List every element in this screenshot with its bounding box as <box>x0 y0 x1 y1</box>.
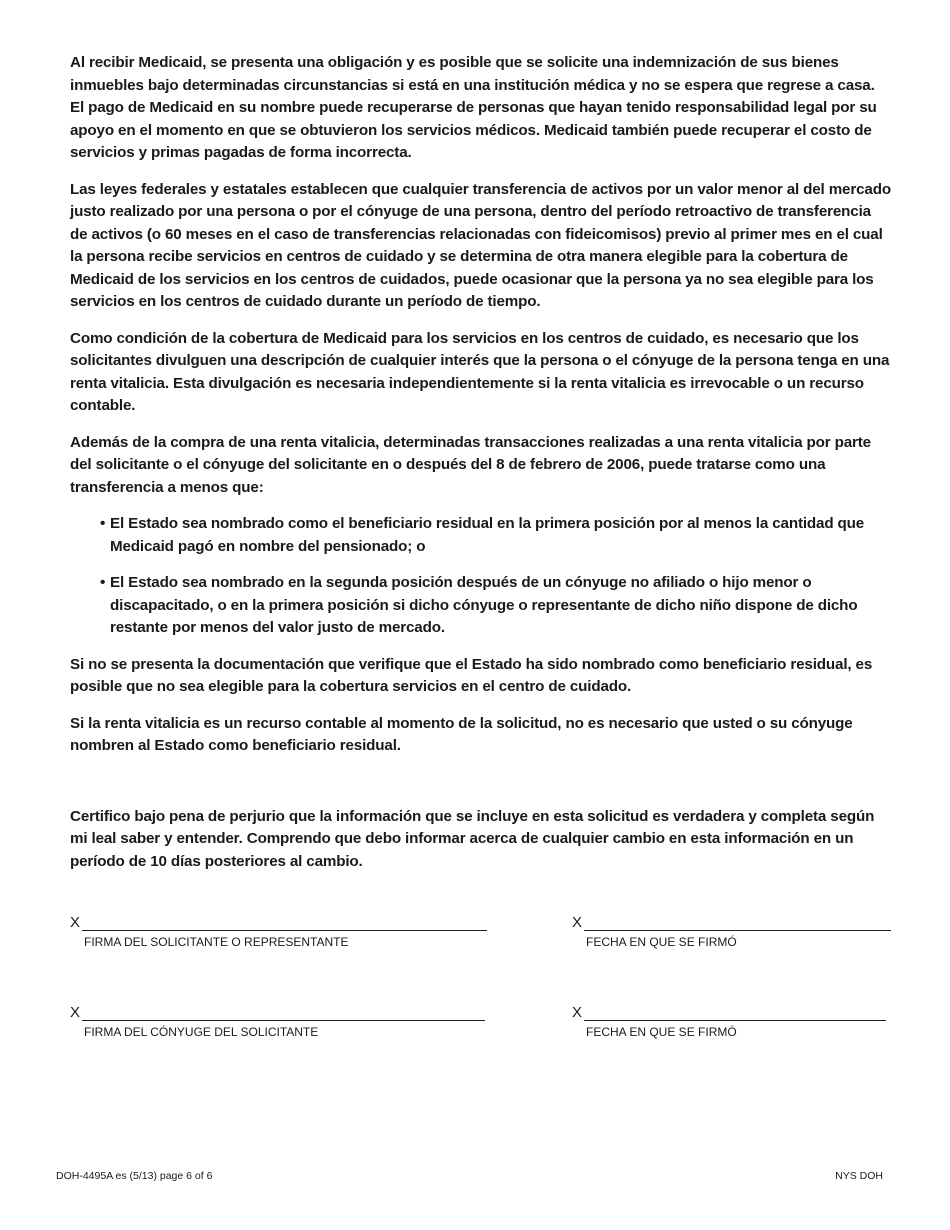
list-item <box>100 572 892 640</box>
spouse-date-label: FECHA EN QUE SE FIRMÓ <box>586 1025 737 1039</box>
bullet-icon: • <box>100 574 106 591</box>
paragraph-recovery: Al recibir Medicaid, se presenta una obligación y es posible que se solicite una indemnización de sus bienes inmuebles bajo determinadas circunstancias si está en una institución médica y no se espera que regrese a casa. El pago de Medicaid en su nombre puede recuperarse de personas que hayan tenido responsabilidad legal por su apoyo en el momento en que se obtuvieron los servicios médicos. Medicaid también puede recuperar el costo de servicios y primas pagadas de forma incorrecta. <box>70 54 877 161</box>
paragraph-annuity-disclosure: Como condición de la cobertura de Medicaid para los servicios en los centros de cuidado, es necesario que los solicitantes divulguen una descripción de cualquier interés que la persona o el cónyuge de la persona tenga en una renta vitalicia. Esta divulgación es necesaria independientemente si la renta vitalicia es irrevocable o un recurso contable. <box>70 329 890 414</box>
footer-form-id: DOH-4495A es (5/13) page 6 of 6 <box>56 1170 213 1182</box>
paragraph-asset-transfer: Las leyes federales y estatales establecen que cualquier transferencia de activos por un valor menor al del mercado justo realizado por una persona o por el cónyuge de una persona, dentro del período retroactivo de transferencia de activos (o 60 meses en el caso de transferencias relacionadas con fideicomisos) previo al primer mes en el cual la persona recibe servicios en centros de cuidado y se determina de otra manera elegible para la cobertura de Medicaid de los servicios en los centros de cuidados, puede ocasionar que la persona ya no sea elegible para los servicios en los centros de cuidado durante un período de tiempo. <box>70 180 891 310</box>
applicant-date-label: FECHA EN QUE SE FIRMÓ <box>586 935 737 949</box>
paragraph-documentation: Si no se presenta la documentación que verifique que el Estado ha sido nombrado como beneficiario residual, es posible que no sea elegible para la cobertura servicios en el centro de cuidado. <box>70 655 873 695</box>
footer-agency: NYS DOH <box>835 1170 883 1182</box>
spouse-date-line[interactable] <box>584 1020 886 1021</box>
applicant-signature-label: FIRMA DEL SOLICITANTE O REPRESENTANTE <box>84 935 349 949</box>
signature-mark: X <box>70 1004 81 1021</box>
applicant-signature-line[interactable] <box>82 930 487 931</box>
bullet-icon: • <box>100 515 106 532</box>
signature-mark: X <box>572 914 583 931</box>
paragraph-annuity-transactions: Además de la compra de una renta vitalicia, determinadas transacciones realizadas a una renta vitalicia por parte del solicitante o el cónyuge del solicitante en o después del 8 de febrero de 2006, puede tratarse como una transferencia a menos que: <box>70 433 871 496</box>
signature-mark: X <box>572 1004 583 1021</box>
bullet-text: El Estado sea nombrado en la segunda posición después de un cónyuge no afiliado o hijo menor o discapacitado, o en la primera posición si dicho cónyuge o representante de dicho niño dispone de dicho restante por menos del valor justo de mercado. <box>110 574 858 636</box>
bullet-list <box>70 513 892 640</box>
spouse-signature-label: FIRMA DEL CÓNYUGE DEL SOLICITANTE <box>84 1025 319 1039</box>
document-body <box>70 52 892 887</box>
certification-statement: Certifico bajo pena de perjurio que la información que se incluye en esta solicitud es verdadera y completa según mi leal saber y entender. Comprendo que debo informar acerca de cualquier cambio en esta información en un período de 10 días posteriores al cambio. <box>70 807 875 870</box>
list-item <box>100 513 892 558</box>
bullet-text: El Estado sea nombrado como el beneficiario residual en la primera posición por al menos la cantidad que Medicaid pagó en nombre del pensionado; o <box>110 515 865 555</box>
paragraph-countable-resource: Si la renta vitalicia es un recurso contable al momento de la solicitud, no es necesario que usted o su cónyuge nombren al Estado como beneficiario residual. <box>70 714 853 754</box>
spouse-signature-line[interactable] <box>82 1020 485 1021</box>
applicant-date-line[interactable] <box>584 930 891 931</box>
signature-mark: X <box>70 914 81 931</box>
